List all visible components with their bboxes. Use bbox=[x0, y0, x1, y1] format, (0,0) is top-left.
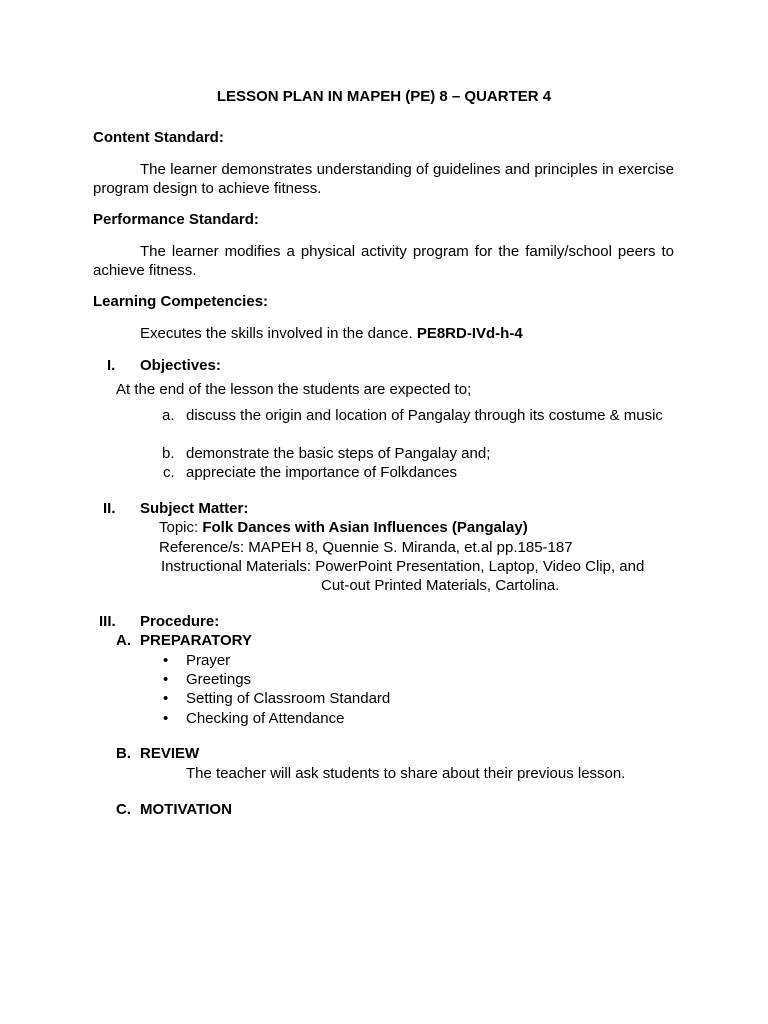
preparatory-item-attendance: • Checking of Attendance bbox=[186, 709, 344, 728]
performance-standard-text: The learner modifies a physical activity program for the family/school peers to achieve fitness. bbox=[93, 243, 674, 279]
subject-matter-numeral: II. bbox=[103, 500, 116, 517]
procedure-numeral: III. bbox=[99, 613, 116, 630]
objectives-heading: Objectives: bbox=[140, 357, 221, 374]
learning-competencies-text: Executes the skills involved in the dance. bbox=[140, 325, 413, 342]
preparatory-item-prayer: • Prayer bbox=[186, 651, 230, 670]
objective-item-c: appreciate the importance of Folkdances bbox=[186, 464, 457, 481]
motivation-marker: C. bbox=[116, 801, 131, 818]
materials-line-1: Instructional Materials: PowerPoint Presentation, Laptop, Video Clip, and bbox=[161, 558, 645, 575]
content-standard-heading: Content Standard: bbox=[93, 129, 224, 146]
objective-marker-b: b. bbox=[162, 445, 175, 462]
subject-matter-heading: Subject Matter: bbox=[140, 500, 249, 517]
objectives-intro: At the end of the lesson the students are expected to; bbox=[116, 381, 472, 398]
preparatory-item-greetings: • Greetings bbox=[186, 670, 251, 689]
topic-label: Topic: bbox=[159, 519, 199, 536]
learning-competencies-line bbox=[140, 324, 523, 343]
preparatory-marker: A. bbox=[116, 632, 131, 649]
competency-code: PE8RD-IVd-h-4 bbox=[416, 325, 523, 342]
performance-standard-heading: Performance Standard: bbox=[93, 211, 259, 228]
objective-item-b: demonstrate the basic steps of Pangalay and; bbox=[186, 445, 491, 462]
materials-line-2: Cut-out Printed Materials, Cartolina. bbox=[321, 577, 560, 594]
objectives-numeral: I. bbox=[107, 357, 116, 374]
preparatory-item-classroom-standard: • Setting of Classroom Standard bbox=[186, 689, 390, 708]
topic-line bbox=[159, 518, 528, 537]
preparatory-heading: PREPARATORY bbox=[140, 632, 252, 649]
review-heading: REVIEW bbox=[140, 745, 200, 762]
procedure-heading: Procedure: bbox=[140, 613, 220, 630]
review-marker: B. bbox=[116, 745, 131, 762]
document-title: LESSON PLAN IN MAPEH (PE) 8 – QUARTER 4 bbox=[216, 88, 552, 105]
topic-value: Folk Dances with Asian Influences (Pangalay) bbox=[202, 519, 528, 536]
motivation-heading: MOTIVATION bbox=[140, 801, 232, 818]
objective-item-a: discuss the origin and location of Pangalay through its costume & music bbox=[186, 407, 663, 424]
learning-competencies-heading: Learning Competencies: bbox=[93, 293, 269, 310]
objective-marker-a: a. bbox=[162, 407, 175, 424]
reference-line: Reference/s: MAPEH 8, Quennie S. Miranda, et.al pp.185-187 bbox=[159, 539, 573, 556]
objective-marker-c: c. bbox=[163, 464, 175, 481]
content-standard-text: The learner demonstrates understanding of guidelines and principles in exercise program design to achieve fitness. bbox=[93, 161, 674, 197]
review-text: The teacher will ask students to share about their previous lesson. bbox=[186, 765, 626, 782]
